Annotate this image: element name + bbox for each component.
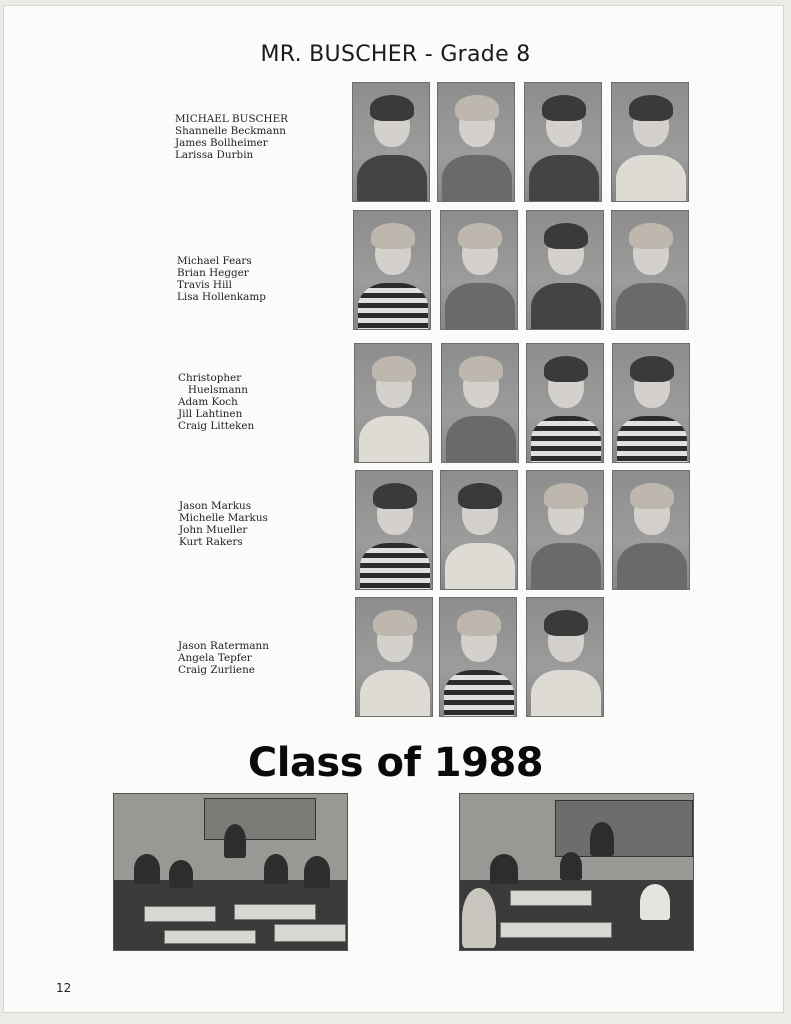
name-list-row-3: [178, 372, 254, 432]
portrait-photo: [352, 82, 430, 202]
page-title: MR. BUSCHER - Grade 8: [260, 42, 531, 67]
student-name: Adam Koch: [178, 396, 238, 408]
student-name: Shannelle Beckmann: [175, 125, 286, 137]
student-name: Craig Litteken: [178, 420, 255, 432]
portrait-photo: [611, 82, 689, 202]
portrait-photo: [612, 343, 690, 463]
student-name: Travis Hill: [177, 279, 232, 291]
student-name: MICHAEL BUSCHER: [175, 113, 288, 125]
student-name: James Bollheimer: [175, 137, 268, 149]
student-name: Angela Tepfer: [178, 652, 252, 664]
portrait-photo: [526, 210, 604, 330]
student-name: Michelle Markus: [179, 512, 268, 524]
student-name: Lisa Hollenkamp: [177, 291, 266, 303]
student-name: Kurt Rakers: [179, 536, 243, 548]
page-number: 12: [56, 981, 72, 995]
student-name: Christopher: [178, 372, 242, 384]
student-name: Jason Markus: [179, 500, 252, 512]
portrait-photo: [526, 597, 604, 717]
portrait-photo: [612, 470, 690, 590]
student-name: Michael Fears: [177, 255, 252, 267]
portrait-photo: [440, 210, 518, 330]
portrait-photo: [526, 343, 604, 463]
portrait-photo: [440, 470, 518, 590]
name-list-row-4: [179, 500, 268, 548]
portrait-photo: [526, 470, 604, 590]
student-name: Huelsmann: [178, 384, 248, 396]
portrait-photo: [439, 597, 517, 717]
class-heading: Class of 1988: [247, 740, 544, 786]
student-name: Brian Hegger: [177, 267, 249, 279]
name-list-row-5: [178, 640, 269, 676]
portrait-photo: [437, 82, 515, 202]
student-name: Jill Lahtinen: [178, 408, 243, 420]
name-list-row-2: [177, 255, 266, 303]
student-name: Craig Zurliene: [178, 664, 255, 676]
student-name: Larissa Durbin: [175, 149, 254, 161]
student-name: John Mueller: [179, 524, 248, 536]
portrait-photo: [441, 343, 519, 463]
portrait-photo: [353, 210, 431, 330]
classroom-photo: [459, 793, 694, 951]
student-name: Jason Ratermann: [178, 640, 269, 652]
portrait-photo: [355, 470, 433, 590]
portrait-photo: [354, 343, 432, 463]
portrait-photo: [524, 82, 602, 202]
classroom-photo: [113, 793, 348, 951]
portrait-photo: [355, 597, 433, 717]
portrait-photo: [611, 210, 689, 330]
name-list-row-1: [175, 113, 288, 161]
